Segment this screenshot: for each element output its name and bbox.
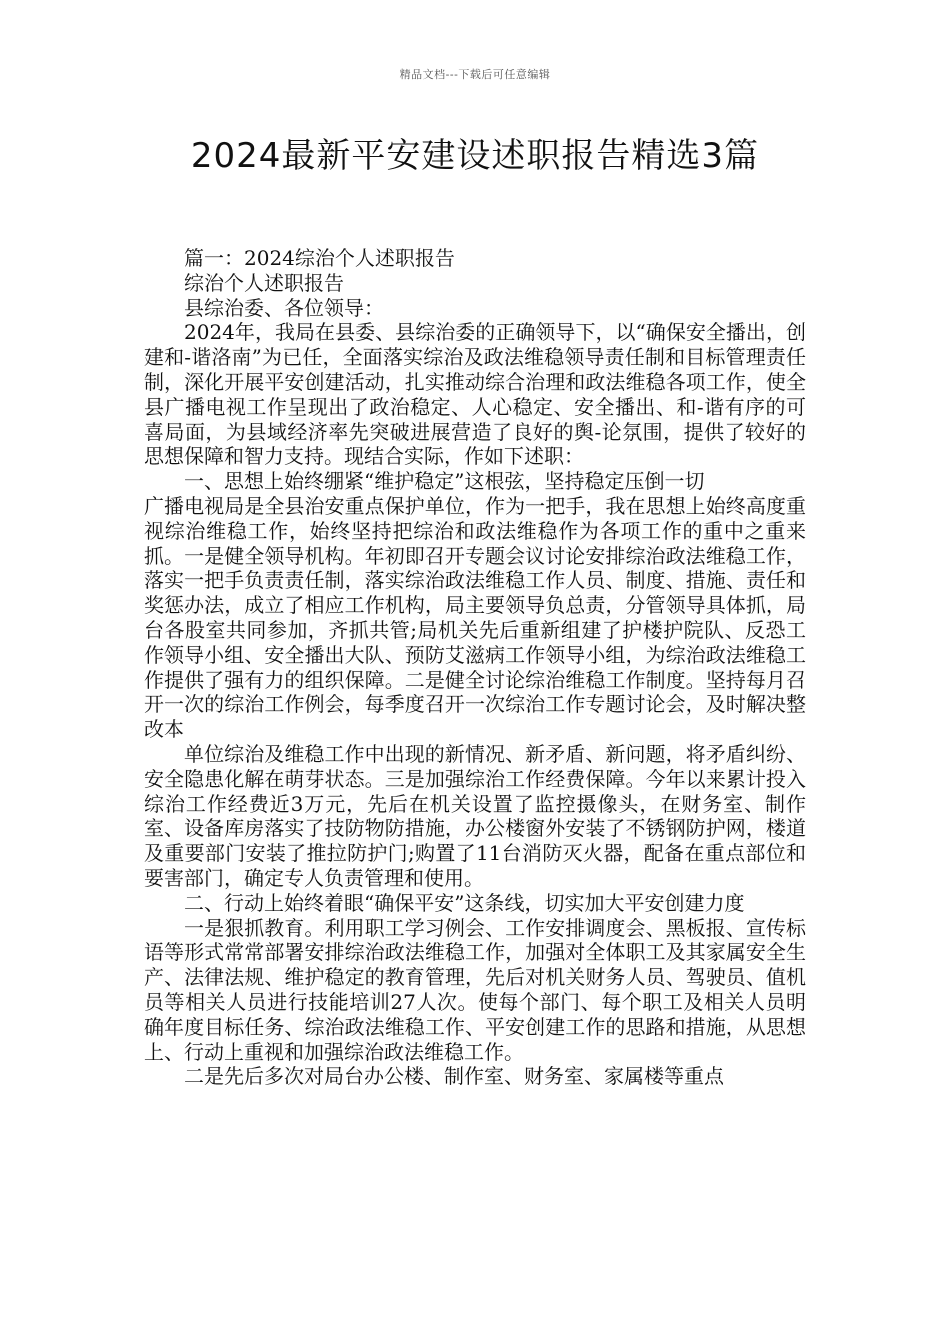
paragraph: 二是先后多次对局台办公楼、制作室、财务室、家属楼等重点	[184, 1064, 724, 1089]
document-title: 2024最新平安建设述职报告精选3篇	[190, 136, 760, 176]
document-body	[144, 246, 806, 1089]
paragraph-heading: 一、思想上始终绷紧“维护稳定”这根弦，坚持稳定压倒一切	[184, 469, 705, 494]
paragraph: 广播电视局是全县治安重点保护单位，作为一把手，我在思想上始终高度重视综治维稳工作，始终坚持把综治和政法维稳作为各项工作的重中之重来抓。一是健全领导机构。年初即召开专题会议讨论安排综治政法维稳工作，落实一把手负责责任制，落实综治政法维稳工作人员、制度、措施、责任和奖惩办法，成立了相应工作机构，局主要领导负总责，分管领导具体抓，局台各股室共同参加，齐抓共管;局机关先后重新组建了护楼护院队、反恐工作领导小组、安全播出大队、预防艾滋病工作领导小组，为综治政法维稳工作提供了强有力的组织保障。二是健全讨论综治维稳工作制度。坚持每月召开一次的综治工作例会，每季度召开一次综治工作专题讨论会，及时解决整改本	[144, 493, 806, 742]
paragraph: 单位综治及维稳工作中出现的新情况、新矛盾、新问题，将矛盾纠纷、安全隐患化解在萌芽状态。三是加强综治工作经费保障。今年以来累计投入综治工作经费近3万元，先后在机关设置了监控摄像头，在财务室、制作室、设备库房落实了技防物防措施，办公楼窗外安装了不锈钢防护网，楼道及重要部门安装了推拉防护门;购置了11台消防灭火器，配备在重点部位和要害部门，确定专人负责管理和使用。	[144, 741, 806, 890]
paragraph: 2024年，我局在县委、县综治委的正确领导下，以“确保安全播出，创建和-谐洛南”为已任，全面落实综治及政法维稳领导责任制和目标管理责任制，深化开展平安创建活动，扎实推动综合治理和政法维稳各项工作，使全县广播电视工作呈现出了政治稳定、人心稳定、安全播出、和-谐有序的可喜局面，为县域经济率先突破进展营造了良好的舆-论氛围，提供了较好的思想保障和智力支持。现结合实际，作如下述职：	[144, 320, 806, 469]
salutation: 县综治委、各位领导：	[184, 295, 384, 320]
header-note: 精品文档---下载后可任意编辑	[399, 68, 551, 81]
paragraph-heading: 二、行动上始终着眼“确保平安”这条线，切实加大平安创建力度	[184, 890, 745, 915]
paragraph: 一是狠抓教育。利用职工学习例会、工作安排调度会、黑板报、宣传标语等形式常常部署安排综治政法维稳工作，加强对全体职工及其家属安全生产、法律法规、维护稳定的教育管理，先后对机关财务人员、驾驶员、值机员等相关人员进行技能培训27人次。使每个部门、每个职工及相关人员明确年度目标任务、综治政法维稳工作、平安创建工作的思路和措施，从思想上、行动上重视和加强综治政法维稳工作。	[144, 915, 806, 1064]
report-subtitle: 综治个人述职报告	[184, 270, 344, 295]
section-heading: 篇一：2024综治个人述职报告	[184, 246, 455, 270]
